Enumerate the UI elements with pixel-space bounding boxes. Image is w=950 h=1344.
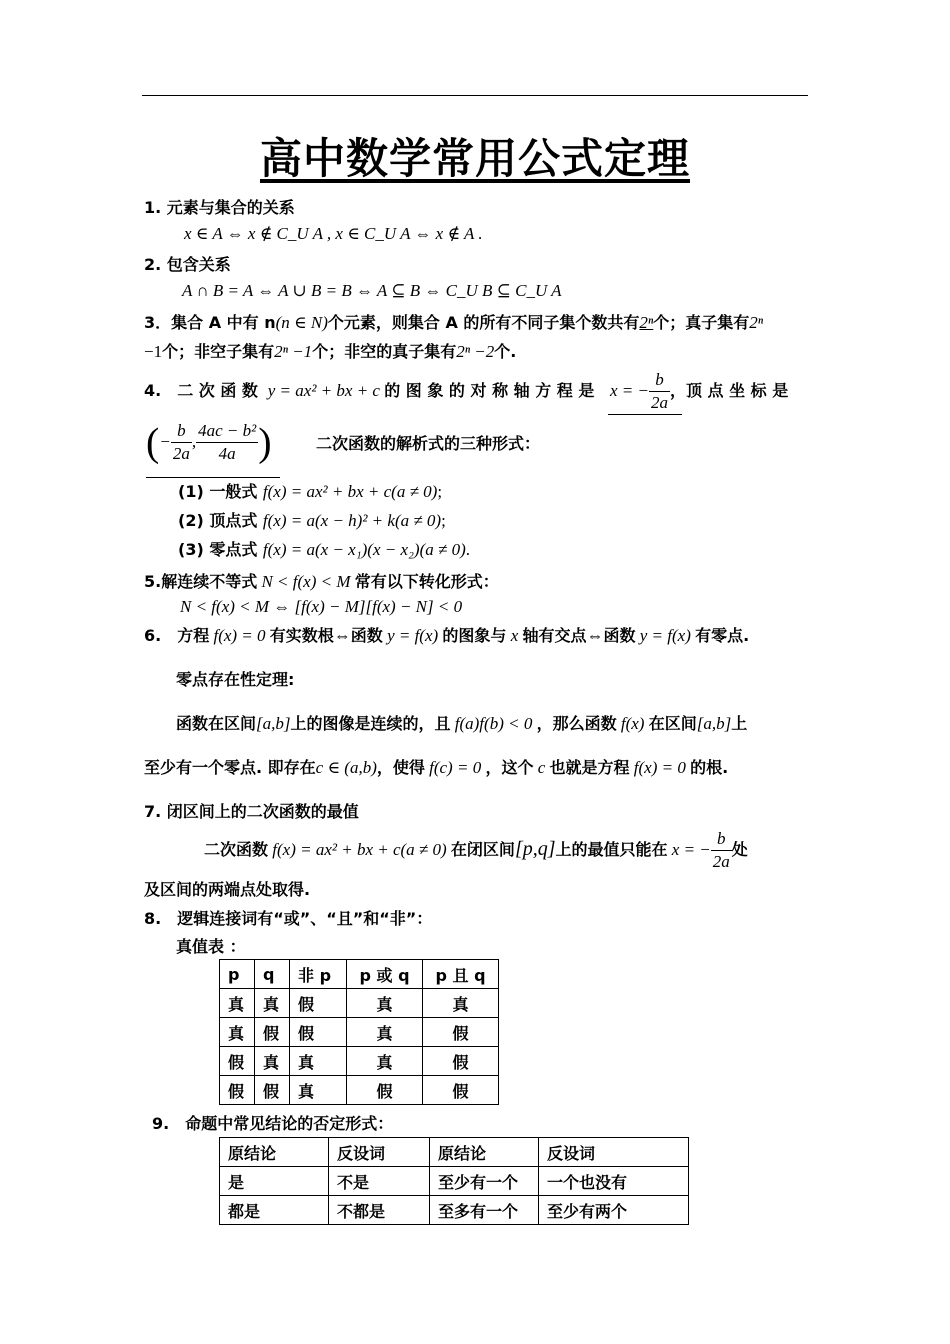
table-cell: 假 bbox=[220, 1076, 255, 1105]
table-row bbox=[220, 1076, 499, 1105]
s2-formula-text: A ∩ B = A ⇔ A ∪ B = B ⇔ A ⊆ B ⇔ C_U B ⊆ C_U A bbox=[182, 281, 562, 300]
s3-line1: 3．集合 A 中有 n(n ∈ N)个元素，则集合 A 的所有不同子集个数共有2ⁿ个；真子集有2ⁿ bbox=[144, 313, 764, 332]
s6-th-f: 至少有一个零点. 即存在 bbox=[144, 758, 316, 777]
truth-table-header bbox=[220, 960, 499, 989]
table-cell: 真 bbox=[255, 1047, 290, 1076]
s6-t3: 函数 bbox=[350, 626, 383, 645]
table-cell: 假 bbox=[290, 1018, 347, 1047]
table-cell: 真 bbox=[423, 989, 499, 1018]
s6-t6: 函数 bbox=[603, 626, 636, 645]
s6-th-j: 的根. bbox=[690, 758, 729, 777]
table-cell: 至少有一个 bbox=[430, 1167, 539, 1196]
s6-th-a: 函数在区间 bbox=[176, 714, 257, 733]
top-rule bbox=[142, 95, 808, 96]
s7-line1: 二次函数 f(x) = ax² + bx + c(a ≠ 0) 在闭区间[p,q]上的最值只能在 x = − $\frac{b}{2a}$ 处 bbox=[204, 829, 748, 871]
s4-underline bbox=[608, 414, 682, 415]
th-p-or-q: p 或 q bbox=[347, 960, 423, 989]
nh-original-1: 原结论 bbox=[220, 1138, 329, 1167]
s6-theorem-line1: 函数在区间[a,b]上的图像是连续的，且 f(a)f(b) < 0 ，那么函数 f(x) 在区间[a,b]上 bbox=[176, 714, 748, 733]
s4-axis-fraction: $\frac{b}{2a}$ bbox=[650, 370, 668, 412]
s5-tail: 常有以下转化形式： bbox=[354, 572, 499, 591]
s1-formula bbox=[184, 224, 483, 244]
s6-t7: 有零点. bbox=[695, 626, 750, 645]
table-cell: 至少有两个 bbox=[539, 1196, 689, 1225]
s3-text-b: 个元素，则集合 A 的所有不同子集个数共有 bbox=[327, 313, 640, 332]
s6-th-d: 在区间 bbox=[648, 714, 697, 733]
th-q: q bbox=[255, 960, 290, 989]
s6-line1: 6. 方程 f(x) = 0 有实数根⇔函数 y = f(x) 的图象与 x 轴有交点⇔函数 y = f(x) 有零点. bbox=[144, 626, 750, 645]
s7-t1: 二次函数 bbox=[204, 840, 269, 859]
table-cell: 假 bbox=[290, 989, 347, 1018]
table-cell: 真 bbox=[290, 1076, 347, 1105]
th-not-p: 非 p bbox=[290, 960, 347, 989]
table-cell: 不都是 bbox=[329, 1196, 430, 1225]
s7-fraction: $\frac{b}{2a}$ bbox=[712, 829, 730, 871]
table-cell: 真 bbox=[347, 989, 423, 1018]
s3-text-f: 个. bbox=[494, 342, 517, 361]
s6-th-c: ，那么函数 bbox=[536, 714, 617, 733]
nh-original-2: 原结论 bbox=[430, 1138, 539, 1167]
s6-t4: 的图象与 bbox=[442, 626, 507, 645]
s7-t3: 上的最值只能在 bbox=[555, 840, 668, 859]
s6-t1: 6. 方程 bbox=[144, 626, 210, 645]
table-cell: 假 bbox=[423, 1076, 499, 1105]
s4-vertex-underline bbox=[146, 477, 280, 478]
s4-forms-heading: 二次函数的解析式的三种形式： bbox=[316, 434, 541, 453]
table-cell: 假 bbox=[255, 1018, 290, 1047]
s4-form2-label: (2) 顶点式 bbox=[178, 511, 258, 530]
table-cell: 是 bbox=[220, 1167, 329, 1196]
truth-table bbox=[219, 959, 499, 1105]
nh-negation-2: 反设词 bbox=[539, 1138, 689, 1167]
s6-theorem-title: 零点存在性定理: bbox=[176, 670, 295, 689]
s3-text-a: 3．集合 A 中有 n bbox=[144, 313, 276, 332]
table-cell: 假 bbox=[347, 1076, 423, 1105]
table-cell: 真 bbox=[347, 1018, 423, 1047]
th-p: p bbox=[220, 960, 255, 989]
s6-t2: 有实数根 bbox=[269, 626, 334, 645]
s1-formula-text: x ∈ A ⇔ x ∉ C_U A , x ∈ C_U A ⇔ x ∉ A . bbox=[184, 224, 483, 243]
s4-form1-label: (1) 一般式 bbox=[178, 482, 258, 501]
s3-line2: −1个；非空子集有2ⁿ −1个；非空的真子集有2ⁿ −2个. bbox=[144, 342, 517, 361]
s4-vertex-coord: (− $\frac{b}{2a}$ , $\frac{\text{4ac − b²}}{4a}$ ) bbox=[146, 419, 272, 465]
s6-t5: 轴有交点 bbox=[522, 626, 587, 645]
s8-sub: 真值表 ： bbox=[176, 937, 246, 956]
s4-form3: (3) 零点式 f(x) = a(x − x₁)(x − x₂)(a ≠ 0). bbox=[178, 540, 470, 559]
nh-negation-1: 反设词 bbox=[329, 1138, 430, 1167]
table-cell: 假 bbox=[255, 1076, 290, 1105]
s7-line2: 及区间的两端点处取得. bbox=[144, 880, 311, 899]
s9-heading: 9. 命题中常见结论的否定形式： bbox=[152, 1114, 394, 1133]
s5-heading: 5.解连续不等式 bbox=[144, 572, 258, 591]
page-title: 高中数学常用公式定理 bbox=[259, 134, 690, 183]
s4-line1: 4. 二 次 函 数 y = ax² + bx + c 的 图 象 的 对 称 轴 方 程 是 x = − $\frac{b}{2a}$ ，顶 点 坐 标 是 bbox=[144, 370, 789, 412]
table-row bbox=[220, 1196, 689, 1225]
th-p-and-q: p 且 q bbox=[423, 960, 499, 989]
table-cell: 都是 bbox=[220, 1196, 329, 1225]
table-cell: 真 bbox=[255, 989, 290, 1018]
negation-table bbox=[219, 1137, 689, 1225]
table-cell: 假 bbox=[423, 1047, 499, 1076]
s6-th-b: 上的图像是连续的，且 bbox=[290, 714, 451, 733]
table-row bbox=[220, 1018, 499, 1047]
s6-th-g: ，使得 bbox=[376, 758, 425, 777]
s4-heading: 4. 二 次 函 数 bbox=[144, 381, 258, 400]
s5-formula bbox=[180, 597, 462, 617]
table-row bbox=[220, 1047, 499, 1076]
table-cell: 一个也没有 bbox=[539, 1167, 689, 1196]
table-cell: 假 bbox=[220, 1047, 255, 1076]
table-row bbox=[220, 989, 499, 1018]
s8-heading: 8. 逻辑连接词有“或”、“且”和“非”： bbox=[144, 909, 433, 928]
s2-formula bbox=[182, 281, 562, 301]
s4-axis-text: 的 图 象 的 对 称 轴 方 程 是 bbox=[384, 381, 595, 400]
s4-form1: (1) 一般式 f(x) = ax² + bx + c(a ≠ 0); bbox=[178, 482, 443, 501]
s6-th-e: 上 bbox=[731, 714, 748, 733]
table-cell: 真 bbox=[220, 1018, 255, 1047]
negation-table-header bbox=[220, 1138, 689, 1167]
s3-text-d: 个；非空子集有 bbox=[162, 342, 275, 361]
s5-formula-text: N < f(x) < M ⇔ [f(x) − M][f(x) − N] < 0 bbox=[180, 597, 463, 616]
s3-text-c: 个；真子集有 bbox=[653, 313, 750, 332]
table-cell: 真 bbox=[347, 1047, 423, 1076]
s4-form2: (2) 顶点式 f(x) = a(x − h)² + k(a ≠ 0); bbox=[178, 511, 446, 530]
table-cell: 假 bbox=[423, 1018, 499, 1047]
s6-theorem-line2: 至少有一个零点. 即存在c ∈ (a,b)，使得 f(c) = 0 ，这个 c 也就是方程 f(x) = 0 的根. bbox=[144, 758, 729, 777]
s4-vertex-text: ，顶 点 坐 标 是 bbox=[669, 381, 789, 400]
s4-form3-label: (3) 零点式 bbox=[178, 540, 258, 559]
s6-th-i: 也就是方程 bbox=[549, 758, 630, 777]
s5-line1: 5.解连续不等式 N < f(x) < M 常有以下转化形式： bbox=[144, 572, 499, 591]
s6-th-h: ，这个 bbox=[485, 758, 534, 777]
s2-heading: 2. 包含关系 bbox=[144, 255, 231, 274]
table-cell: 真 bbox=[220, 989, 255, 1018]
s3-text-e: 个；非空的真子集有 bbox=[312, 342, 457, 361]
s1-heading: 1. 元素与集合的关系 bbox=[144, 198, 295, 217]
s7-t4: 处 bbox=[731, 840, 748, 859]
table-cell: 真 bbox=[290, 1047, 347, 1076]
s7-heading: 7. 闭区间上的二次函数的最值 bbox=[144, 802, 359, 821]
table-cell: 至多有一个 bbox=[430, 1196, 539, 1225]
table-cell: 不是 bbox=[329, 1167, 430, 1196]
table-row bbox=[220, 1167, 689, 1196]
s7-t2: 在闭区间 bbox=[450, 840, 515, 859]
